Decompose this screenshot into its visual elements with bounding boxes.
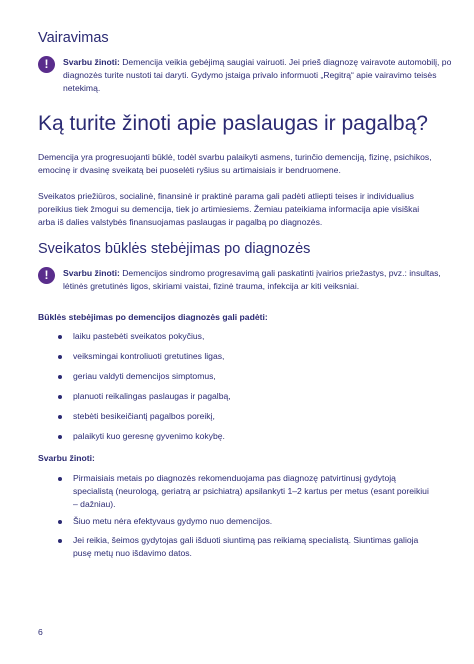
section-title-monitoring: Sveikatos būklės stebėjimas po diagnozės <box>38 241 311 257</box>
page-number: 6 <box>38 627 43 637</box>
list-item: Šiuo metu nėra efektyvaus gydymo nuo demencijos. <box>58 515 434 528</box>
section-title-driving: Vairavimas <box>38 30 109 46</box>
list-item: geriau valdyti demencijos simptomus, <box>58 370 216 383</box>
note-monitoring-text <box>63 267 456 293</box>
services-paragraph-2: Sveikatos priežiūros, socialinė, finansinė ir praktinė parama gali padėti atliepti teises ir individualius poreikius tiek žmogui su demencija, tiek jo artimiesiems. Žemiau pateikiama informacija apie visiškai arba iš dalies valstybės finansuojamas paslaugas ir pagalbą po diagnozės. <box>38 191 420 227</box>
list-item: Jei reikia, šeimos gydytojas gali išduoti siuntimą pas reikiamą specialistą. Siuntimas galioja pusę metų nuo išdavimo datos. <box>58 534 434 560</box>
note-label: Svarbu žinoti: <box>63 268 120 278</box>
important-heading: Svarbu žinoti: <box>38 453 95 463</box>
exclamation-circle-icon: ! <box>38 267 55 284</box>
note-body: Demencijos sindromo progresavimą gali paskatinti įvairios priežastys, pvz.: insultas, lėtinės gretutinės ligos, skiriami vaistai, fizinė trauma, infekcija ar kiti veiksniai. <box>63 268 441 291</box>
note-label: Svarbu žinoti: <box>63 57 120 67</box>
list-item: veiksmingai kontroliuoti gretutines ligas, <box>58 350 224 363</box>
list-item: stebėti besikeičiantį pagalbos poreikį, <box>58 410 215 423</box>
note-body: Demencija veikia gebėjimą saugiai vairuoti. Jei prieš diagnozę vairavote automobilį, po diagnozės turite nustoti tai daryti. Gydymo įstaiga privalo informuoti „Regitrą“ apie vairavimo teisės netekimą. <box>63 57 452 93</box>
list-item: palaikyti kuo geresnę gyvenimo kokybę. <box>58 430 225 443</box>
list-item: laiku pastebėti sveikatos pokyčius, <box>58 330 204 343</box>
page-title: Ką turite žinoti apie paslaugas ir pagalbą? <box>38 112 428 135</box>
list-item: planuoti reikalingas paslaugas ir pagalbą, <box>58 390 231 403</box>
note-driving-text <box>63 56 456 95</box>
exclamation-circle-icon: ! <box>38 56 55 73</box>
list-item: Pirmaisiais metais po diagnozės rekomenduojama pas diagnozę patvirtinusį gydytoją specialistą (neurologą, geriatrą ar psichiatrą) apsilankyti 1–2 kartus per metus (esant poreikiui – dažniau). <box>58 472 434 511</box>
benefits-heading: Būklės stebėjimas po demencijos diagnozės gali padėti: <box>38 312 268 322</box>
services-paragraph-1: Demencija yra progresuojanti būklė, todėl svarbu palaikyti asmens, turinčio demenciją, fizinę, psichikos, emocinę ir dvasinę sveikatą bei puoselėti ryšius su artimaisiais ir bendruomene. <box>38 152 432 175</box>
